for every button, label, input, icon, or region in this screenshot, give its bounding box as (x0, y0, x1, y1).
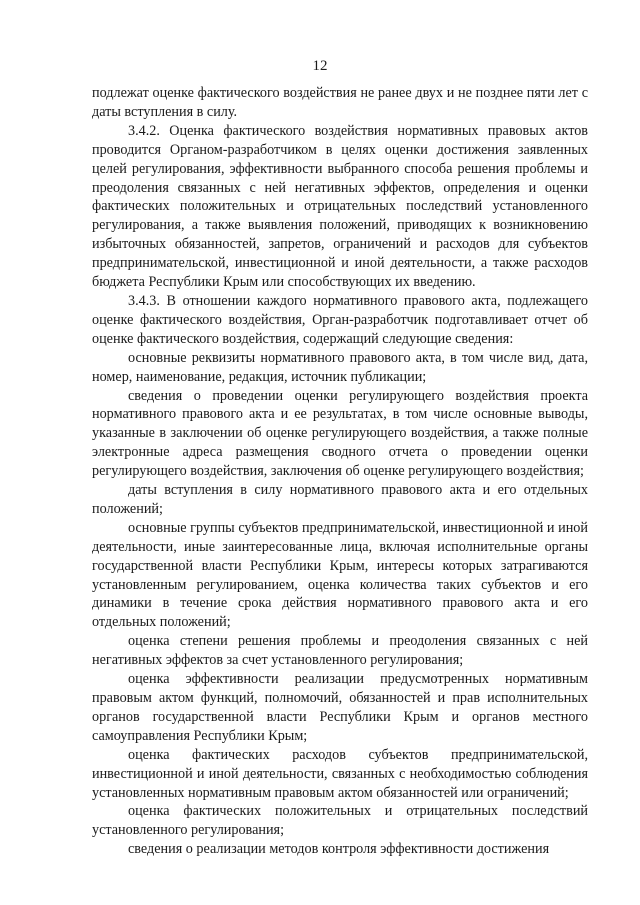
list-item-problem-solving: оценка степени решения проблемы и преодоления связанных с ней негативных эффектов за счет установленного регулирования; (92, 633, 588, 669)
paragraph-3-4-3: 3.4.3. В отношении каждого нормативного правового акта, подлежащего оценке фактического воздействия, Орган-разработчик подготавливает отчет об оценке фактического воздействия, содержащий следующие сведения: (92, 292, 588, 347)
list-item-efficiency: оценка эффективности реализации предусмотренных нормативным правовым актом функций, полномочий, обязанностей и прав исполнительных органов государственной власти Республики Крым и органов местного самоуправления Республики Крым; (92, 671, 588, 744)
list-item-actual-costs: оценка фактических расходов субъектов предпринимательской, инвестиционной и иной деятельности, связанных с необходимостью соблюдения установленных нормативным правовым актом обязанностей или ограничений; (92, 746, 588, 801)
list-item-effective-dates: даты вступления в силу нормативного правового акта и его отдельных положений; (92, 482, 588, 517)
list-item-consequences: оценка фактических положительных и отрицательных последствий установленного регулирования; (92, 803, 588, 839)
paragraph-continuation: подлежат оценке фактического воздействия не ранее двух и не позднее пяти лет с даты вступления в силу. (92, 85, 588, 120)
list-item-control-methods: сведения о реализации методов контроля эффективности достижения (128, 841, 550, 858)
list-item-subject-groups: основные группы субъектов предпринимательской, инвестиционной и иной деятельности, иные заинтересованные лица, включая исполнительные органы государственной власти Республики Крым, интересы которых затрагиваются установленным регулированием, оценка количества таких субъектов и его динамики в течение срока действия нормативного правового акта и его отдельных положений; (92, 519, 588, 631)
list-item-ria-info: сведения о проведении оценки регулирующего воздействия проекта нормативного правового акта и ее результатах, в том числе основные выводы, указанные в заключении об оценке регулирующего воздействия, а также полные электронные адреса размещения сводного отчета о проведении оценки регулирующего воздействия, заключения об оценке регулирующего воздействия; (92, 387, 588, 480)
page-number: 12 (312, 58, 328, 74)
list-item-requisites: основные реквизиты нормативного правового акта, в том числе вид, дата, номер, наименование, редакция, источник публикации; (92, 349, 588, 385)
document-body (92, 84, 588, 859)
paragraph-3-4-2: 3.4.2. Оценка фактического воздействия нормативных правовых актов проводится Органом-разработчиком в целях оценки достижения заявленных целей регулирования, эффективности выбранного способа решения проблемы и преодоления связанных с ней негативных эффектов, определения и оценки фактических положительных и отрицательных последствий установленного регулирования, а также выявления положений, приводящих к возникновению избыточных обязанностей, запретов, ограничений и расходов для субъектов предпринимательской, инвестиционной и иной деятельности, а также расходов бюджета Республики Крым или способствующих их введению. (92, 122, 588, 291)
